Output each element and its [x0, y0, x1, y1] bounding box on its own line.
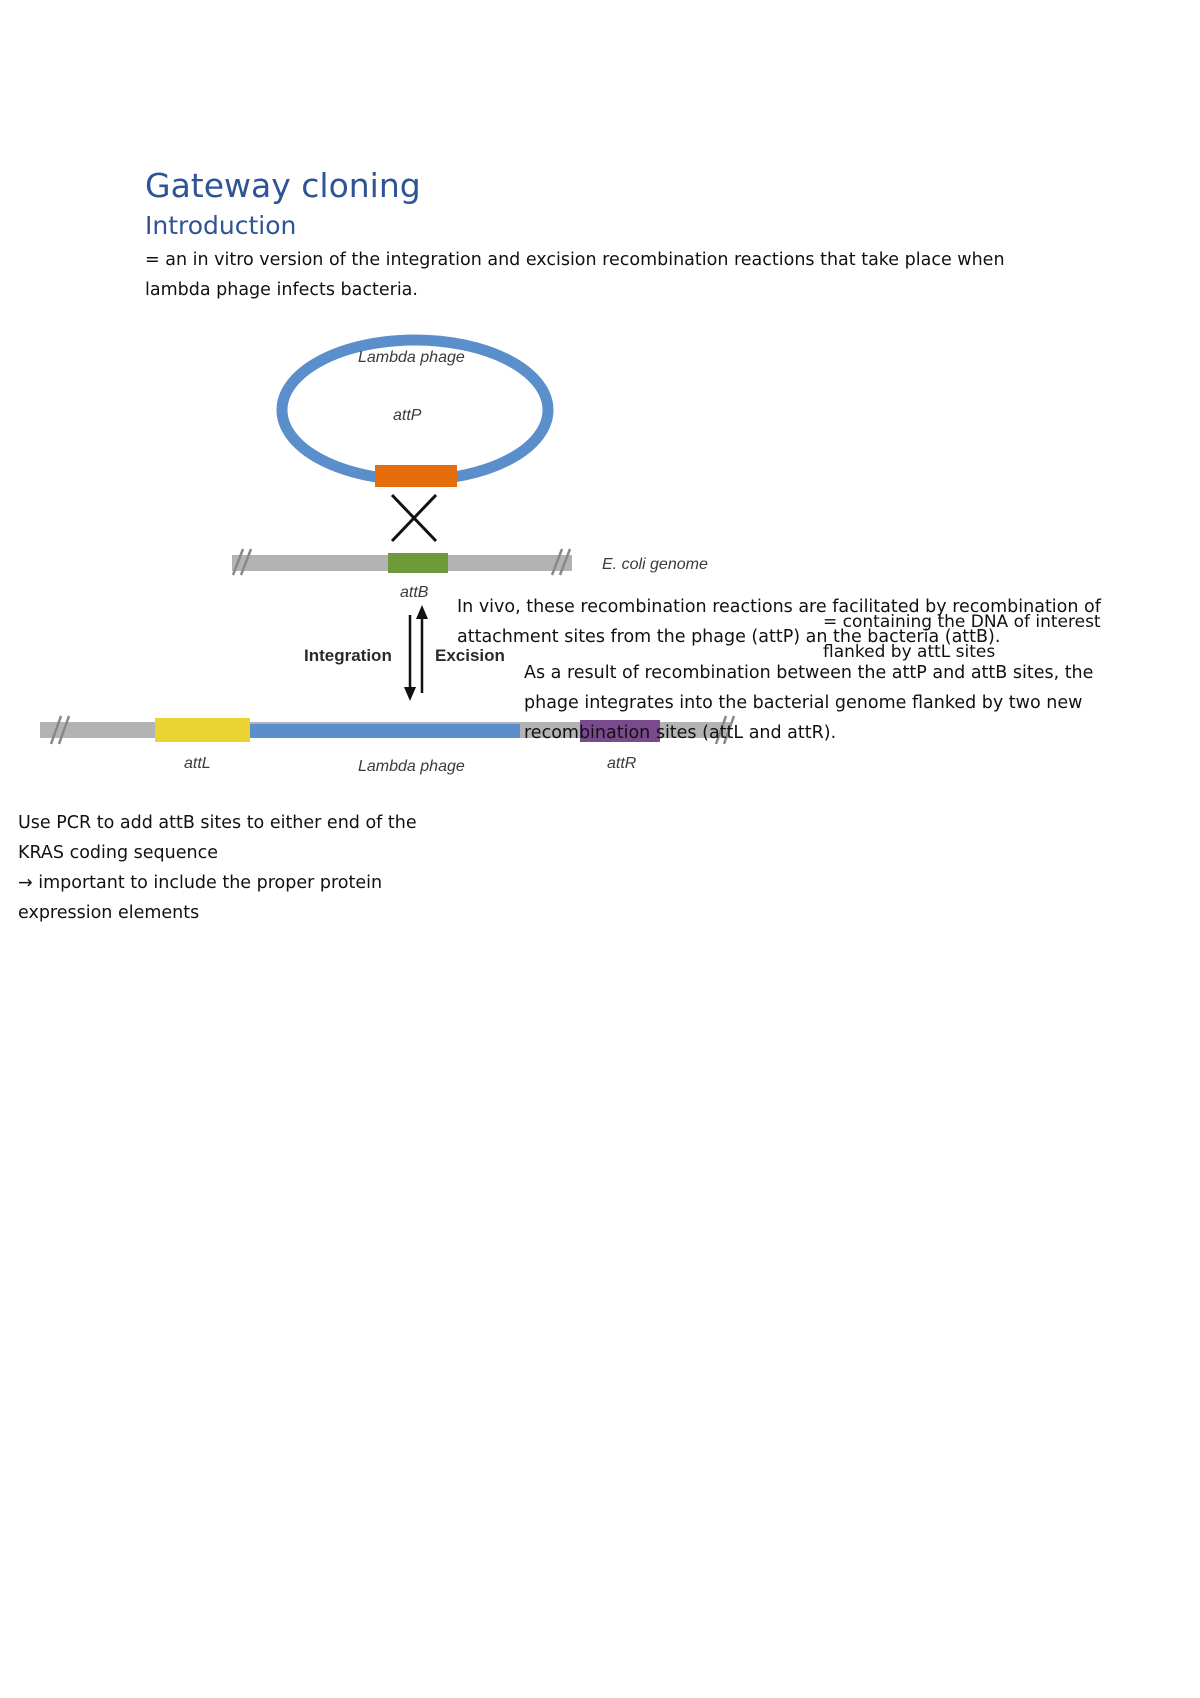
ecoli-genome-label: E. coli genome	[602, 556, 708, 573]
in-vivo-line-2: attachment sites from the phage (attP) an the bacteria (attB).	[457, 627, 1001, 647]
pcr-note-line-1: Use PCR to add attB sites to either end of the	[18, 813, 417, 833]
result-line-1: As a result of recombination between the attP and attB sites, the	[524, 663, 1094, 683]
pcr-note-line-3: → important to include the proper protein	[18, 873, 383, 893]
excision-label: Excision	[435, 646, 505, 665]
result-line-3: recombination sites (attL and attR).	[524, 723, 837, 743]
attP-label: attP	[393, 407, 422, 424]
attP-site	[375, 465, 457, 487]
pcr-note-line-2: KRAS coding sequence	[18, 843, 218, 863]
intro-paragraph	[145, 245, 1070, 305]
integration-label: Integration	[304, 646, 392, 665]
integrated-phage-segment	[220, 724, 520, 738]
result-line-2: phage integrates into the bacterial genome flanked by two new	[524, 693, 1083, 713]
excision-arrowhead	[416, 605, 428, 619]
containing-line-2: flanked by attL sites	[823, 642, 996, 662]
lambda-phage-label-bottom: Lambda phage	[358, 758, 465, 775]
in-vivo-line-1: In vivo, these recombination reactions are facilitated by recombination of	[457, 597, 1101, 617]
containing-line-1: = containing the DNA of interest	[823, 612, 1101, 632]
integration-arrowhead	[404, 687, 416, 701]
attR-label: attR	[607, 755, 637, 772]
lambda-phage-label-top: Lambda phage	[358, 349, 465, 366]
section-heading: Introduction	[145, 211, 297, 240]
pcr-note-line-4: expression elements	[18, 903, 200, 923]
intro-line-2: lambda phage infects bacteria.	[145, 280, 418, 300]
pcr-note	[18, 808, 448, 928]
attB-site	[388, 553, 448, 573]
attB-label: attB	[400, 584, 429, 601]
attL-site	[155, 718, 250, 742]
page-title: Gateway cloning	[145, 166, 421, 205]
attL-label: attL	[184, 755, 211, 772]
recombination-result-note	[524, 658, 1144, 748]
intro-line-1: = an in vitro version of the integration and excision recombination reactions that take place when	[145, 250, 1005, 270]
